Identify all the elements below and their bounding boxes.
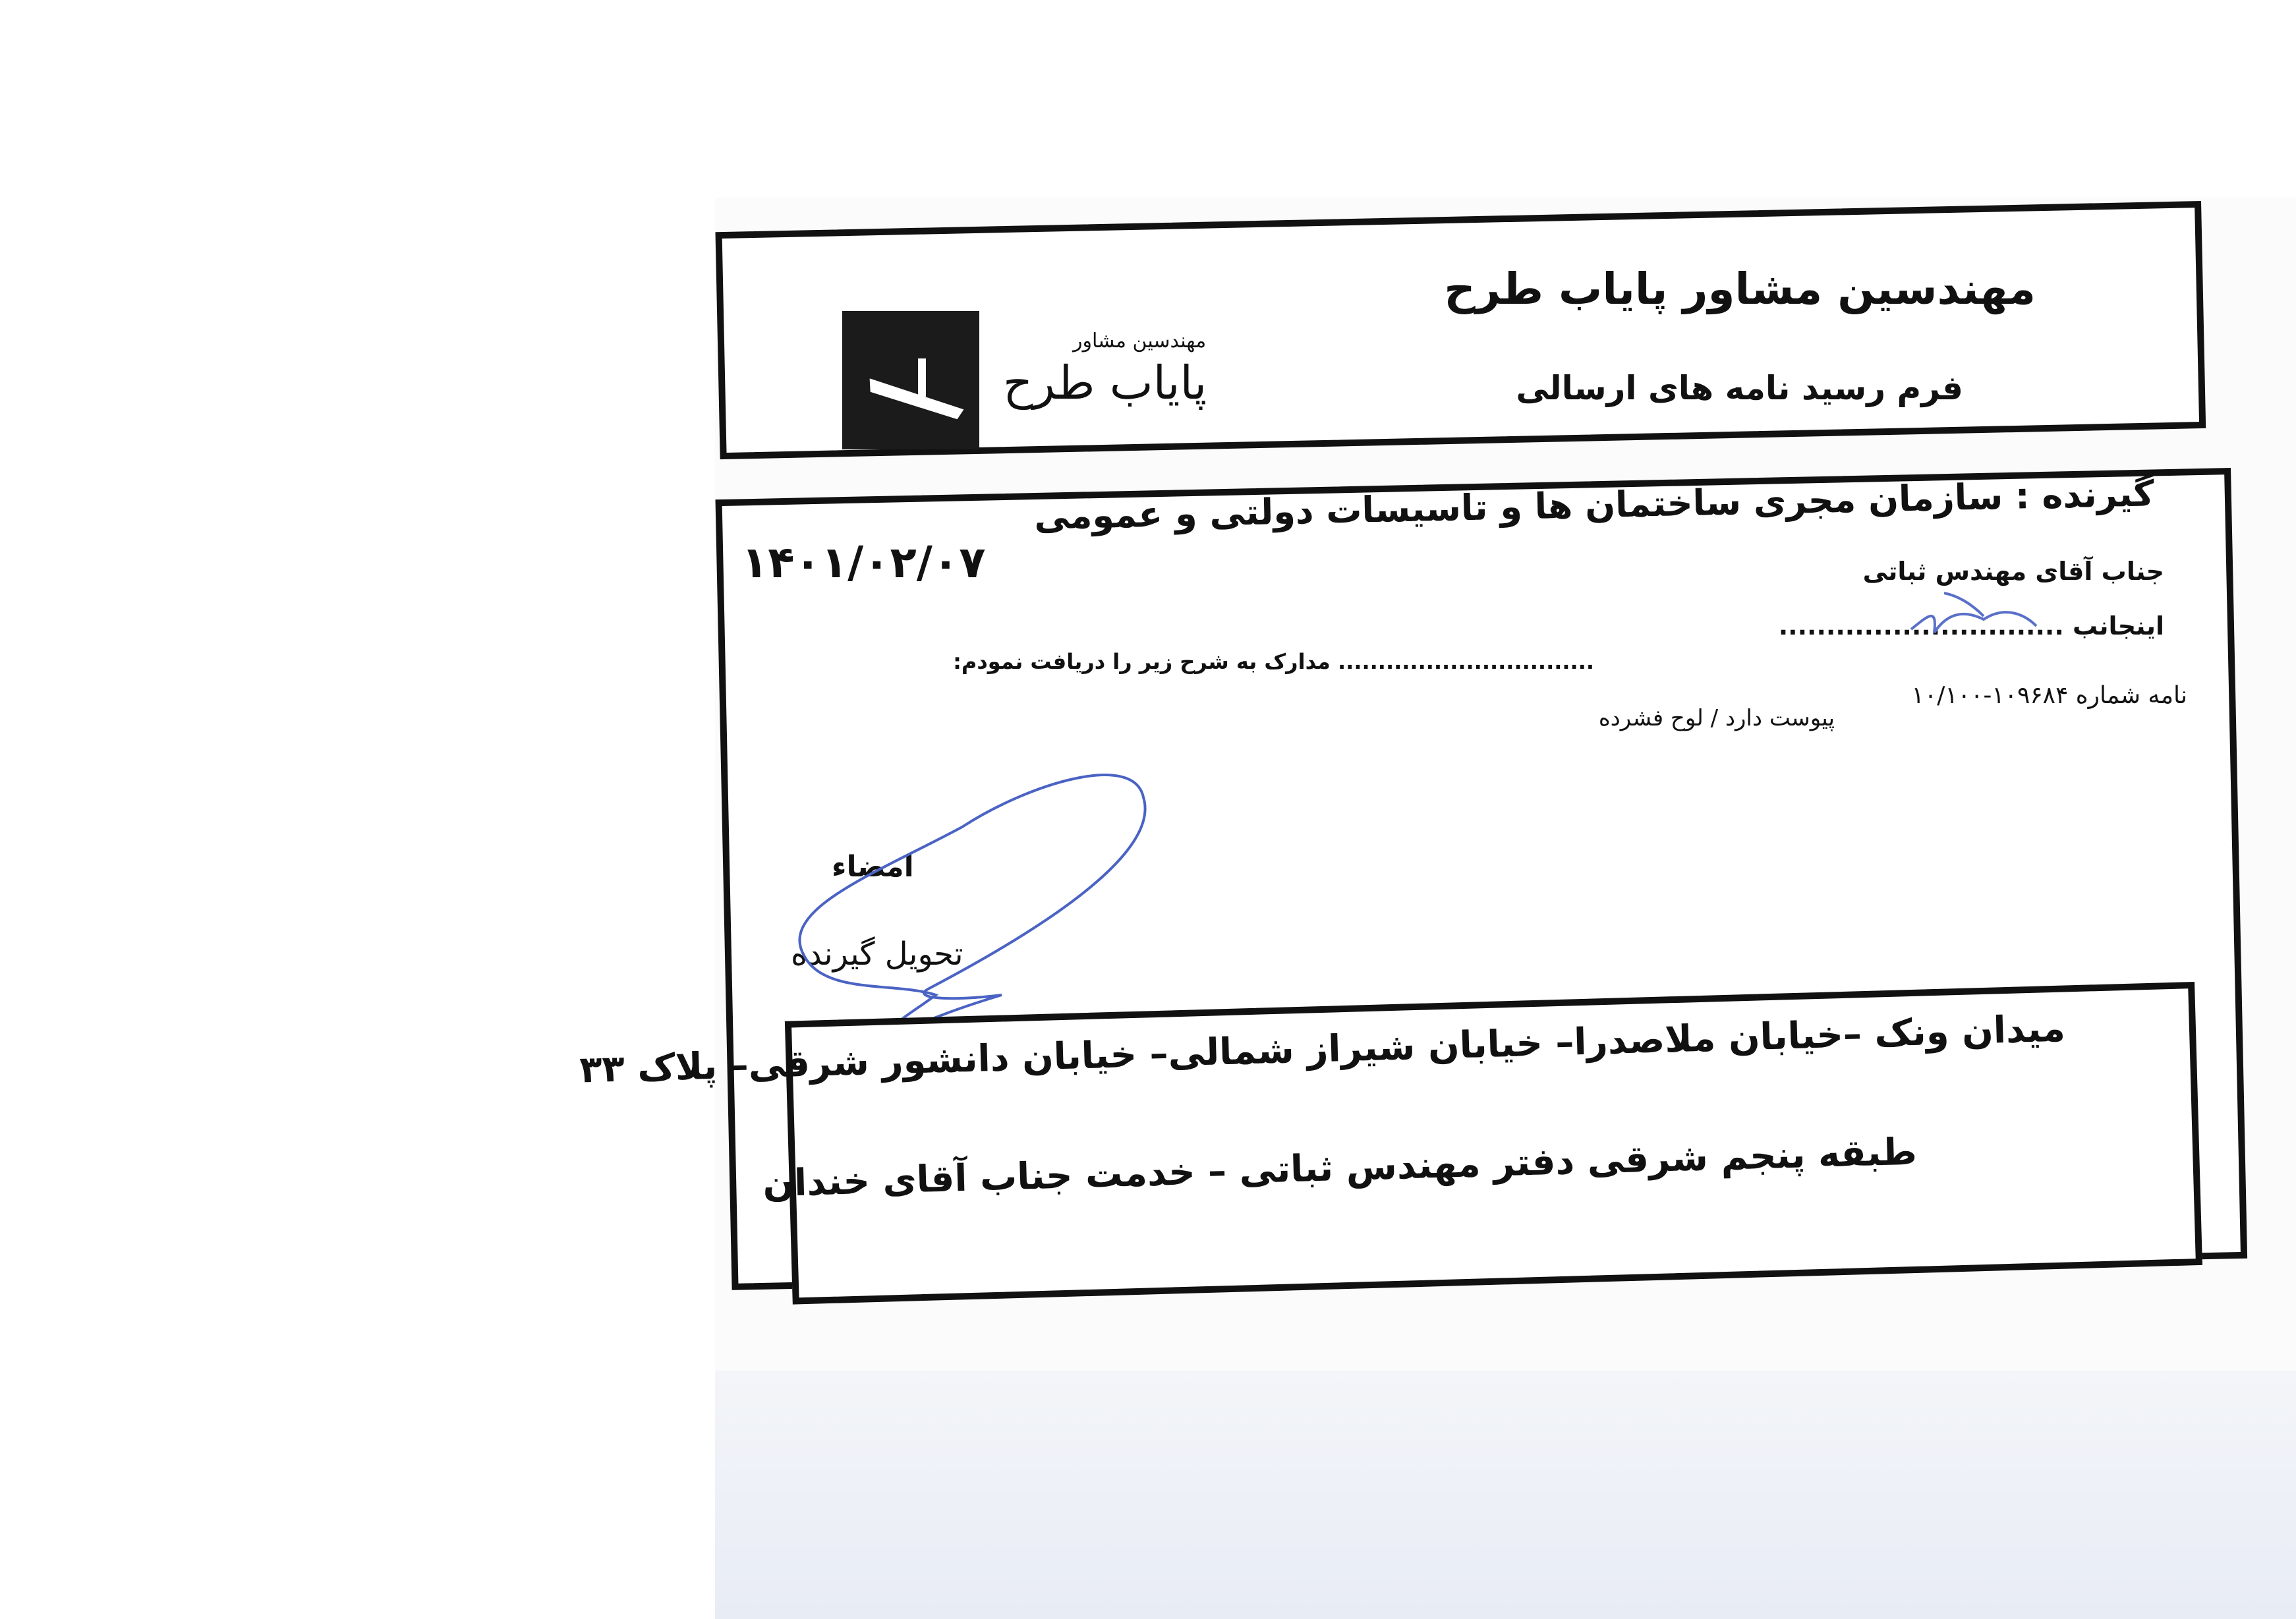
document-date: ۱۴۰۱/۰۲/۰۷ (741, 537, 986, 588)
address-line-1: میدان ونک –خیابان ملاصدرا– خیابان شیراز شمالی– خیابان دانشور شرقی– پلاک ۳۳ (579, 1007, 2066, 1092)
form-title: فرم رسید نامه های ارسالی (1516, 369, 1963, 407)
attachment-note: پیوست دارد / لوح فشرده (1598, 705, 1835, 731)
recipient-title: جناب آقای مهندس ثباتی (1862, 557, 2164, 586)
logo-small-text: مهندسین مشاور (1073, 329, 1207, 353)
recipient-line: گیرنده : سازمان مجری ساختمان ها و تاسیسات دولتی و عمومی (1033, 472, 2155, 538)
delivery-label: تحویل گیرنده (791, 936, 963, 973)
address-line-2: طبقه پنجم شرقی دفتر مهندس ثباتی – خدمت جناب آقای خندان (762, 1130, 1918, 1206)
signature-label: امضاء (832, 850, 914, 884)
company-name: مهندسین مشاور پایاب طرح (1444, 264, 2036, 314)
letter-number: نامه شماره ۱۰۹۶۸۴-۱۰/۱۰۰ (1911, 682, 2187, 709)
intro-label: اینجانب .............................. (1778, 611, 2164, 640)
receipt-line: ................................ مدارک به شرح زیر را دریافت نمودم: (953, 649, 1594, 674)
logo-name: پایاب طرح (1003, 356, 1207, 410)
